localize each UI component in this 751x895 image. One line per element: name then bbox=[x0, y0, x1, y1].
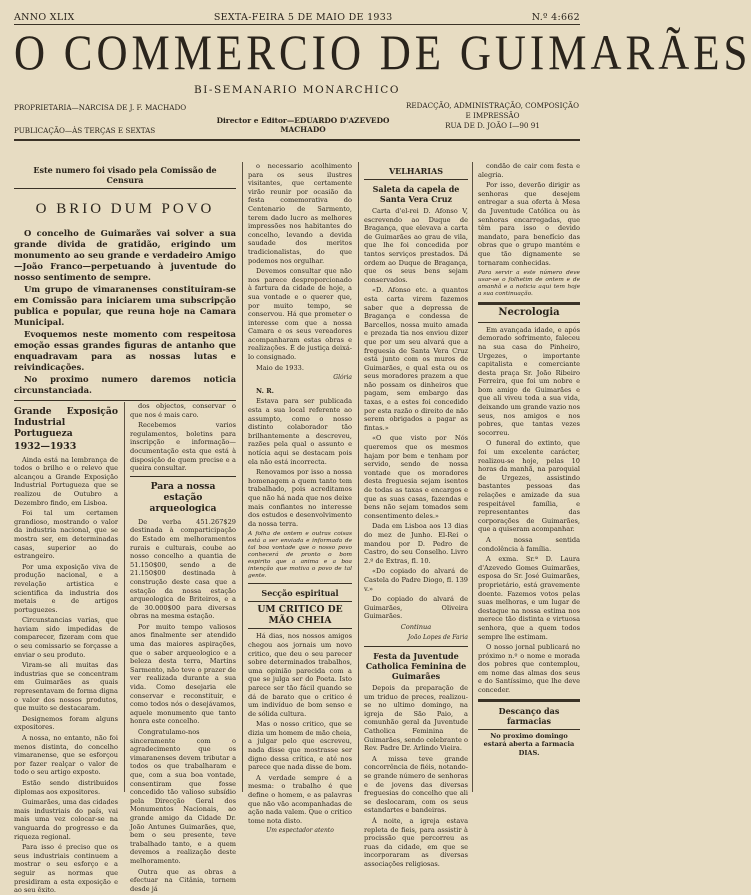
col1-paragraph: Designemos foram alguns expositores. bbox=[14, 714, 118, 732]
newspaper-title: O COMMERCIO DE GUIMARÃES bbox=[14, 26, 751, 81]
col4-paragraph: Dada em Lisboa aos 13 dias do mez de Junho. El-Rei o mandou por D. Pedro de Castro, do seu Conselho. Livro 2.º de Extras, fl. 10. bbox=[364, 522, 468, 565]
farmacias-headline: Descanço das farmacias bbox=[498, 705, 560, 726]
lead-headline: O BRIO DUM POVO bbox=[35, 201, 215, 217]
col1-paragraph: Estão sendo distribuidos diplomas aos expositores. bbox=[14, 778, 118, 796]
censor-note: Este numero foi visado pela Comissão de Censura bbox=[33, 165, 217, 185]
velharias-headline: Saleta da capela de Santa Vera Cruz bbox=[372, 184, 460, 204]
col3-paragraph: Mas o nosso critico, que se dizia um homem de mão cheia, a julgar pelo que escreveu, nada disse que mostrasse ser digno dessa crítica, e até nos parece que nada disse de bom. bbox=[248, 720, 352, 772]
col1-paragraph: Para isso é preciso que os seus industriais continuem a mostrar o seu esforço e a seguir as normas que presidiram a esta exposição e ao seu êxito. bbox=[14, 843, 118, 895]
col4-paragraph: Carta d'el-rei D. Afonso V, escrevendo ao Duque de Bragança, que elevava a carta de Guimarães ao grau de vila, que lhe foi concedida por tantos serviços prestados. Dá ordem ao Duque de Bragança, que os seus bens sejam conservados. bbox=[364, 207, 468, 284]
col1-paragraph: Guimarães, uma das cidades mais industriais do país, vai mais uma vez colocar-se na vanguarda do progresso e da riqueza regional. bbox=[14, 798, 118, 841]
column-velharias bbox=[364, 162, 468, 868]
lead-paragraph: O concelho de Guimarães vai solver a sua grande divida de gratidão, erigindo um monumento ao seu grande e verdadeiro Amigo—João Franco—perpetuando à juventude do nosso sentimento de sempre. bbox=[14, 228, 236, 282]
col2-paragraph: Congratulamo-nos sinceramente com o agradecimento que os vimaranenses devem tributar a todos os que trabalharam e que, com a sua boa vontade, consentiram que fosse concedido tão valioso subsídio pela Direcção Geral dos Monumentos Nacionais, ao grande amigo da Cidade Dr. João Antunes Guimarães, que, bem o seu presente, teve trabalhado tanto, e a quem devemos a realização deste melhoramento. bbox=[130, 728, 236, 865]
estacao-headline: Para a nossa estação arqueologica bbox=[149, 480, 217, 514]
col4-paragraph: Á noite, a igreja estava repleta de fieis, para assistir à procissão que percorreu as ruas da cidade, em que se incorporaram as diversas associações religiosas. bbox=[364, 817, 468, 868]
exposicao-headline: Grande Exposição Industrial Portugueza bbox=[14, 406, 118, 439]
col3-nr: N. R. bbox=[256, 386, 274, 395]
col1-paragraph: Foi tal um certamen grandioso, mostrando o valor da industria nacional, que se mostra ser, em determinadas casas, superior ao do estrangeiro. bbox=[14, 509, 118, 561]
col4-paragraph: «Do copiado do alvará de Castela do Padre Diogo, fl. 139 v.» bbox=[364, 567, 468, 593]
col3-paragraph: A verdade sempre é a mesma: o trabalho é que define o homem, e as palavras que não vão acompanhadas de ação nada valem. Que o critico tome nota disto. bbox=[248, 773, 352, 825]
secao-label: Secção espiritual bbox=[261, 588, 339, 599]
col2-paragraph: Por muito tempo valiosos anos finalmente ser atendido uma das maiores aspirações, que o saber arqueologico e a beleza desta terra, Martins Sarmento, não teve o prazer de ver realizada durante a sua vida. Como desejaria ele conservar e reconstituir, e como todos nós o desejávamos, aquele monumento que tanto honra este concelho. bbox=[130, 622, 236, 726]
column-necrologia bbox=[478, 162, 580, 796]
lead-paragraph: No proximo numero daremos noticia circunstanciada. bbox=[14, 374, 236, 395]
newspaper-subtitle: BI-SEMANARIO MONARCHICO bbox=[194, 84, 400, 96]
col5-paragraph: condão de cair com festa e alegria. bbox=[478, 162, 580, 179]
col3-paragraph: Estava para ser publicada esta a sua local referente ao assumpto, como o nosso distinto colaborador tão brilhantemente a descreveu, razões pela qual o assunto e notícia aqui se destacam pois ela não está incorrecta. bbox=[248, 397, 352, 466]
col4-paragraph: Depois da preparação de um triduo de preces, realizou-se no ultimo domingo, na igreja de São Paio, a comunhão geral da Juventude Catholica Feminina de Guimarães, sendo celebrante o Rev. Padre Dr. Arlindo Vieira. bbox=[364, 684, 468, 753]
col5-paragraph: O nosso jornal publicará no próximo n.º o nome e morada dos pobres que contemplou, em nome das almas dos seus e do Santíssimo, que lhe deve conceder. bbox=[478, 643, 580, 695]
office-line-2: E IMPRESSÃO bbox=[465, 111, 520, 120]
col3-paragraph: o necessario acolhimento para os seus ilustres visitantes, que certamente virão reunir por ocasião da festa comemorativa do Centenario de Sarmento, terem dado lucro as melhores impressões nos habitantes do concelho, levando a devida saudade dos meritos tradicionalistas, do que podemos nos orgulhar. bbox=[248, 162, 352, 265]
col1-paragraph: Circunstancias varias, que haviam sido impedidas de comparecer, fizeram com que o seu comissario se forçasse a enviar o seu produto. bbox=[14, 616, 118, 659]
col1-paragraph: A nossa, no entanto, não foi menos distinta, do concelho vimaranense, que se esforçou por fazer realçar o valor de todo o seu artigo exposto. bbox=[14, 734, 118, 777]
issue-date: SEXTA-FEIRA 5 DE MAIO DE 1933 bbox=[213, 11, 393, 23]
col3-signature: Glória bbox=[333, 374, 352, 382]
continua-label: Continua bbox=[400, 622, 432, 631]
col3-footer-signature: Um espectador atento bbox=[266, 827, 334, 835]
col2-paragraph: dos objectos, conservar o que nos é mais caro. bbox=[130, 402, 236, 419]
col4-signature: João Lopes de Faria bbox=[407, 633, 468, 641]
col3-paragraph: Renovamos por isso a nossa homenagem a quem tanto tem trabalhado, pois acreditamos que não há nada que nos deixe mais confiantes no interesse dos estudos e desenvolvimento da nossa terra. bbox=[248, 468, 352, 528]
col5-paragraph: Por isso, deverão dirigir as senhoras que desejem entregar a sua oferta à Mesa da Juventude Católica ou às senhoras encarregadas, que têm para isso o devido mandato, para benefício das obras que o grupo mantém e que tão dignamente se tornaram conhecidas. bbox=[478, 181, 580, 267]
lead-paragraph: Um grupo de vimaranenses constituiram-se em Comissão para iniciarem uma subscripção publica e popular, que reuna hoje na Camara Municipal. bbox=[14, 284, 236, 327]
col2-paragraph: De verba 451.267$29 destinada à comparticipação do Estado em melhoramentos rurais e culturais, coube ao nosso concelho a quantia de 51.150$00, sendo a de 21.150$00 destinada à construção deste casa que a estação da nossa estação arqueologica de Briteiros, e a de 30.000$00 para diversas obras na mesma estação. bbox=[130, 517, 236, 621]
col1-paragraph: Por uma exposição viva de produção nacional, e a revelação artistica e scientifica da industria dos metais e de artigos portuguezes. bbox=[14, 562, 118, 614]
velharias-section: VELHARIAS bbox=[388, 166, 444, 176]
col2-paragraph: Outra que as obras a efectuar na Citânia, tornem desde já bbox=[130, 867, 236, 893]
col1-paragraph: Viram-se ali muitas das industrias que se concentram em Guimarães as quais representavam de forma digna o valor dos nossos produtos, que muito se destacaram. bbox=[14, 661, 118, 713]
col5-paragraph: A exma. Sr.ª D. Laura d'Azevedo Gomes Guimarães, esposa do Sr. José Guimarães, proprietário, está gravemente doente. Fazemos votos pelas suas melhoras, e um lugar de destaque na nossa estima nos merece tão distinta e virtuosa senhora, que a quem todos sempre lhe estimam. bbox=[478, 555, 580, 641]
col5-note: Para servir a este número deve usar-se o folhetim de ontem e de amanhã e a noticia aqui tem hoje a sua continuação. bbox=[478, 270, 580, 298]
office-line-1: REDACÇÃO, ADMINISTRAÇÃO, COMPOSIÇÃO bbox=[406, 101, 579, 110]
farmacias-note: No proximo domingo estará aberta a farmacia DIAS. bbox=[483, 731, 575, 757]
necrologia-headline: Necrologia bbox=[498, 307, 560, 319]
col3-paragraph: Há dias, nos nossos amigos chegou aos jornais um novo critico, que deu o seu parecer sobre determinados trabalhos, uma opinião parecida com a que se julga ser do Poeta. Isto parece ser tão fácil quando se dá de barato que o critico é um indivíduo de bom senso e de sólida cultura. bbox=[248, 632, 352, 718]
juventude-headline: Festa da Juventude Catholica Feminina de Guimarães bbox=[365, 651, 467, 682]
col3-date: Maio de 1933. bbox=[256, 363, 304, 372]
office-line-3: RUA DE D. JOÃO I—90 91 bbox=[445, 121, 540, 130]
col5-paragraph: O funeral do extinto, que foi um excelente carácter, realizou-se hoje, pelas 10 horas da manhã, na paroquial de Urgezes, assistindo bastantes pessoas das relações e amizade da sua respeitável família, e representantes das corporações de Guimarães, que a quiseram acompanhar. bbox=[478, 439, 580, 534]
col3-paragraph: Devemos consultar que não nos parece desproporcionado à fartura da cidade de hoje, a sua vontade e o querer que, por muito tempo, se conservou. Há que prometer o interesse com que a nossa Camara e os seus vereadores acompanharam estas obras e realizações. É de justiça deixá-lo consignado. bbox=[248, 267, 352, 362]
exposicao-years: 1932—1933 bbox=[14, 441, 77, 452]
publication-line: PUBLICAÇÃO—ÀS TERÇAS E SEXTAS bbox=[14, 126, 156, 135]
col5-paragraph: A nossa sentida condolência à família. bbox=[478, 535, 580, 553]
col1-paragraph: Ainda está na lembrança de todos o brilho e o relevo que alcançou a Grande Exposição Industrial Portugueza que se realizou de Outubro a Dezembro findo, em Lisboa. bbox=[14, 455, 118, 507]
lead-paragraph: Evoquemos neste momento com respeitosa emoção essas grandes figuras de antanho que enquadravam para as nossas lutas e reivindicações. bbox=[14, 329, 236, 372]
col4-paragraph: Do copiado do alvará de Guimarães, Oliveira Guimarães. bbox=[364, 595, 468, 621]
col4-paragraph: «O que visto por Nós queremos que os mesmos hajam por bem e tenham por servido, sendo de nossa vontade que os moradores desta freguesia sejam isentos de todas as taxas e encargos e que as suas casas, fazendas e bens não sejam tomados sem consentimento deles.» bbox=[364, 434, 468, 520]
year-label: ANNO XLIX bbox=[14, 11, 75, 23]
col5-paragraph: Em avançada idade, e após demorado sofrimento, faleceu na sua casa do Pinheiro, Urgezes, o importante capitalista e comerciante desta praça Sr. João Ribeiro Ferreira, que foi um nobre e bom amigo de Guimarães e que ali viveu toda a sua vida, deixando um grande vazio nos seus, nos amigos e nos pobres, que tantas vezes socorreu. bbox=[478, 325, 580, 437]
issue-number: N.º 4:662 bbox=[531, 11, 580, 23]
owner-line: PROPRIETARIA—NARCISA DE J. F. MACHADO bbox=[14, 103, 187, 112]
col2-paragraph: Recebemos varios regulamentos, boletins para inscripção e informação—documentação esta que está à disposição de quem precise e a queira consultar. bbox=[130, 421, 236, 473]
col4-paragraph: «D. Afonso etc. a quantos esta carta virem fazemos saber que a depressa de Bragança e condessa de Barcellos, nossa muito amada e prezada tia nos enviou dizer que por um seu alvará que a freguesia de Santa Vera Cruz está junto com os muros de Guimarães, e qual esta ou os seus moradores prazem a que não possam os dinheiros que pagam, sem embargo das taxas, e a estes foi concedido por esta razão o direito de não serem obrigados a pagar as fintas.» bbox=[364, 286, 468, 432]
critico-headline: UM CRITICO DE MÃO CHEIA bbox=[248, 601, 352, 629]
col4-paragraph: A missa teve grande concorrência de fiéis, notando-se grande número de senhoras e de jovens das diversas freguesias do concelho que ali se deslocaram, com os seus estandartes e bandeiras. bbox=[364, 754, 468, 815]
col3-note: A folha de ontem e outras coisas está a ser enviada e informada de tal boa vontade que o nosso povo conhecerá de pronto o bom espirito que a anima e a boa intenção que motiva o povo de tal gente. bbox=[248, 531, 352, 580]
director-line: Director e Editor—EDUARDO D'AZEVEDO MACHADO bbox=[216, 116, 390, 134]
